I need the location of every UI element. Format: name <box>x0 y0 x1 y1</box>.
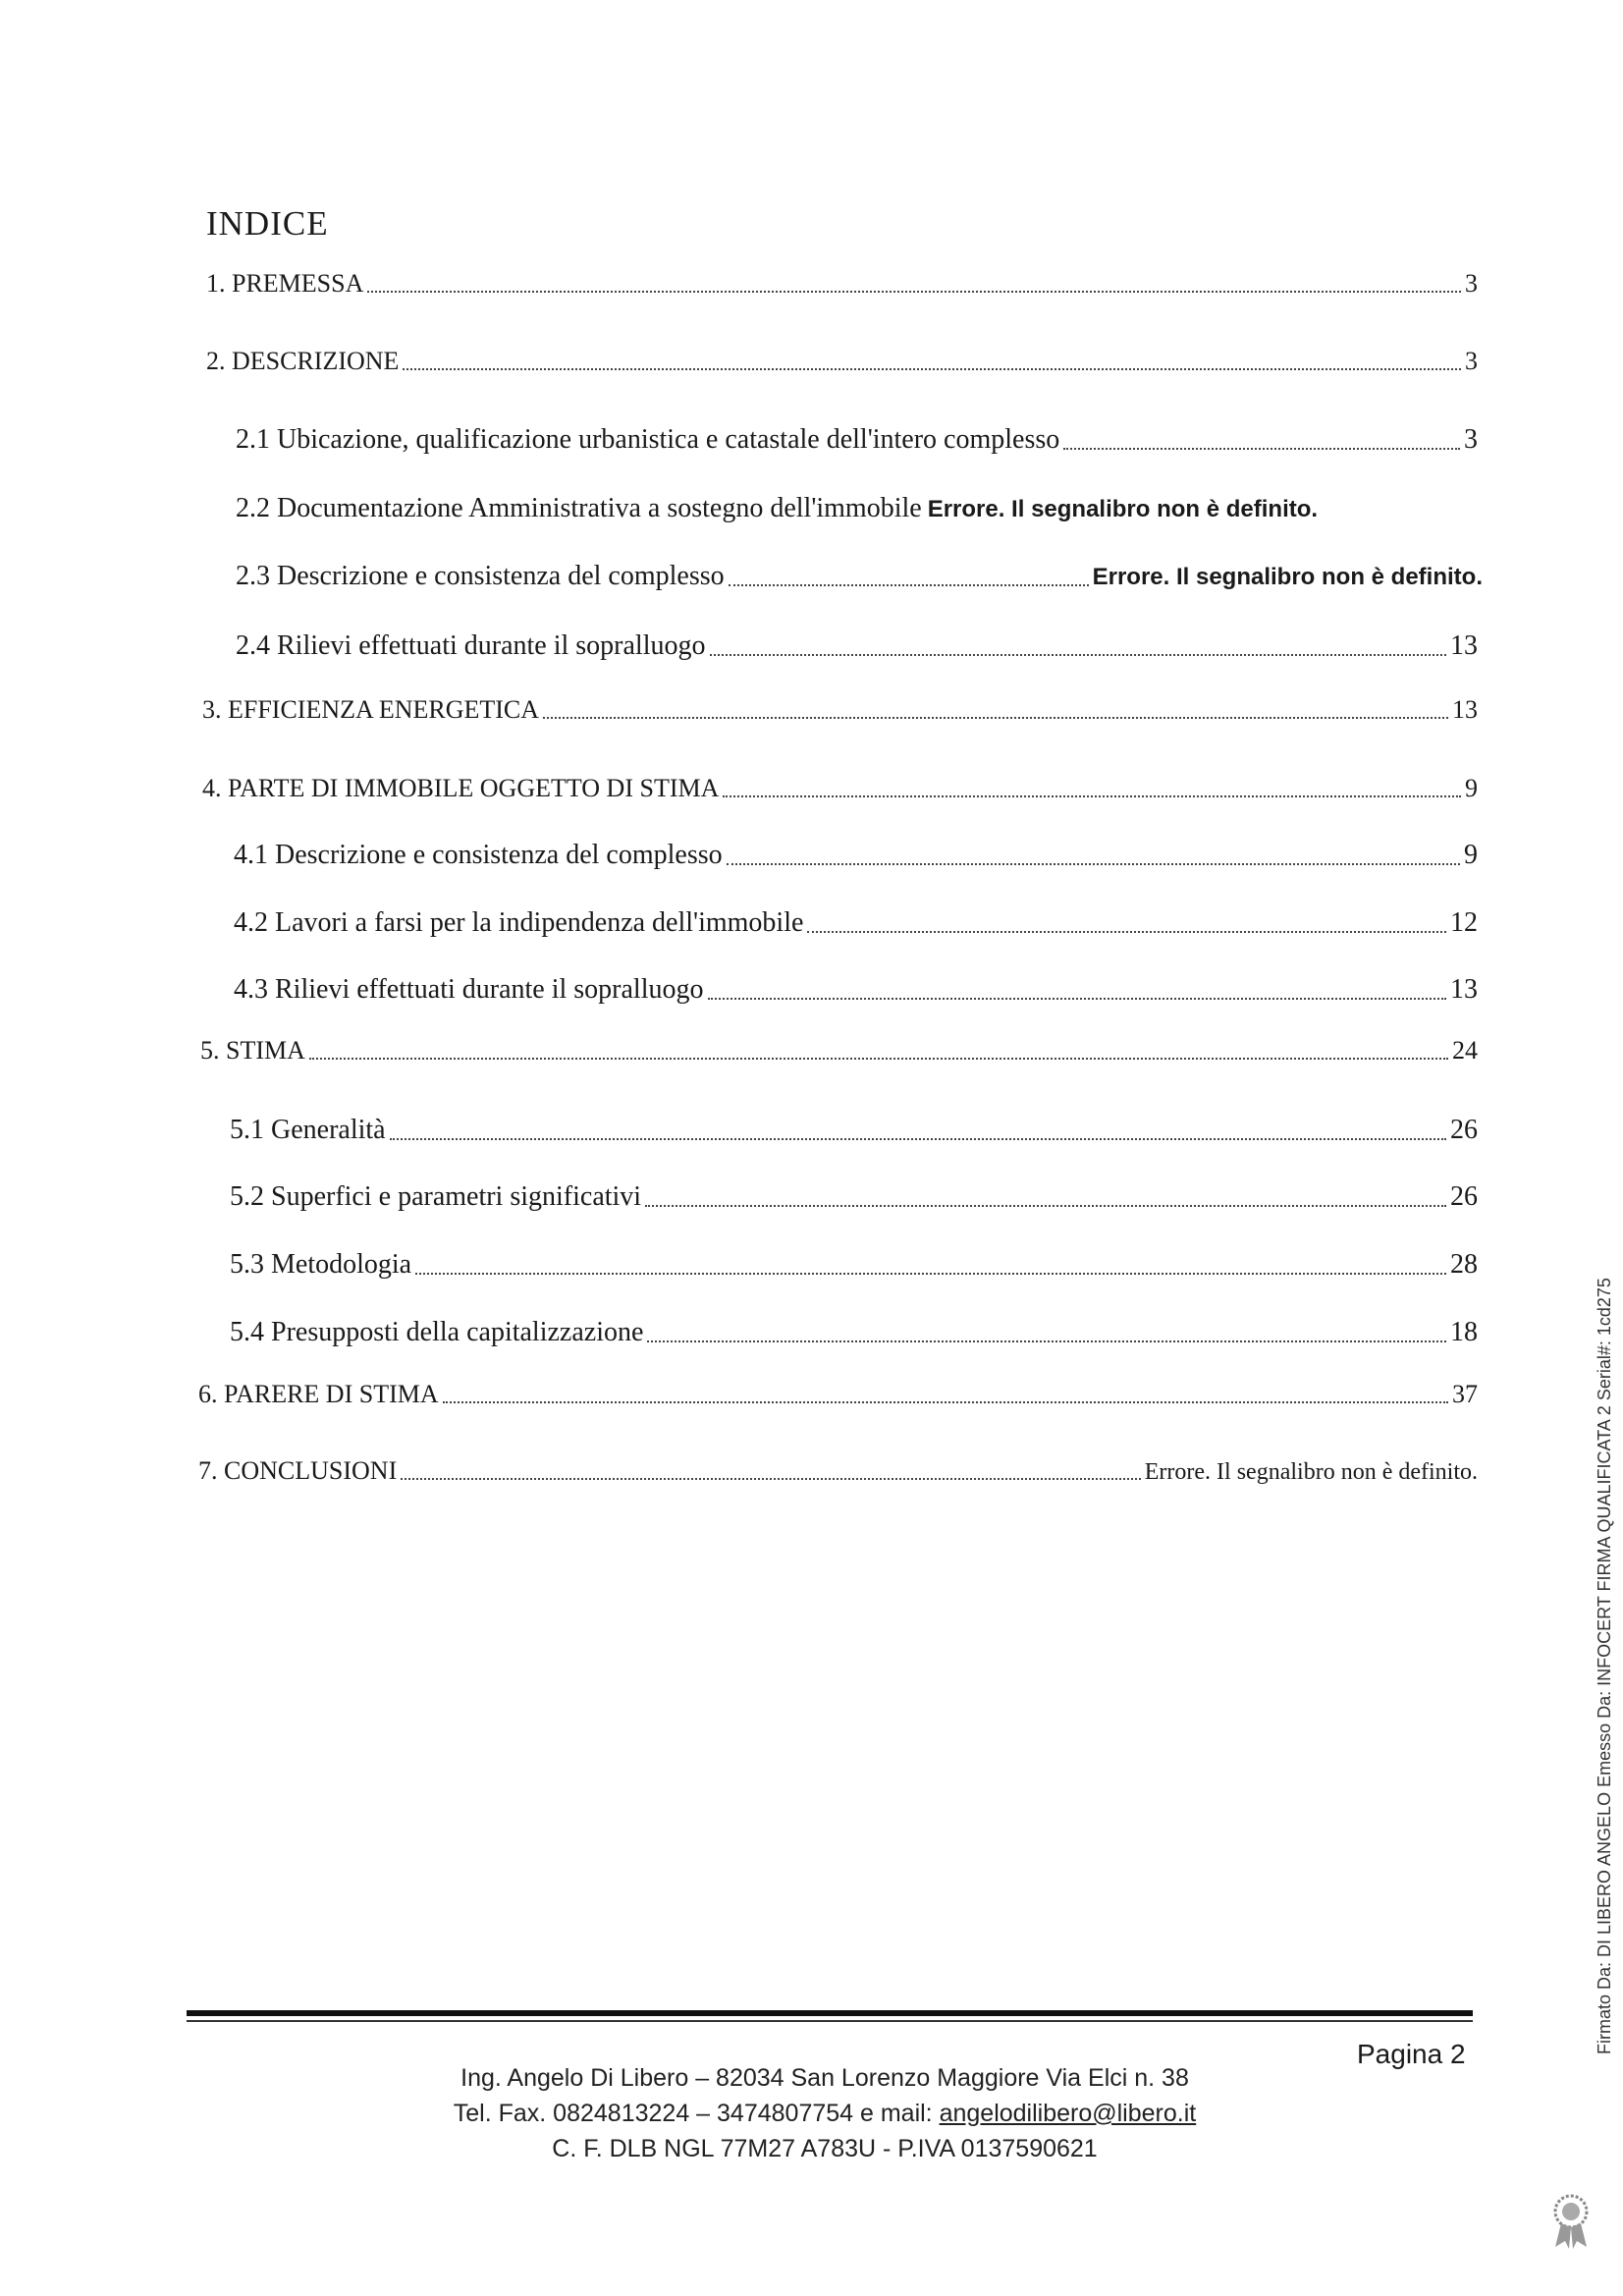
toc-entry[interactable] <box>200 1036 1478 1066</box>
toc-entry-page: 3 <box>1465 269 1478 298</box>
toc-leader <box>645 1205 1446 1207</box>
toc-entry-page: 37 <box>1452 1380 1478 1408</box>
toc-entry-page: 13 <box>1452 695 1478 724</box>
toc-entry-page: 3 <box>1465 347 1478 375</box>
toc-entry[interactable] <box>202 695 1478 725</box>
footer-rule-thin <box>187 2020 1473 2022</box>
toc-entry-label: 7. CONCLUSIONI <box>198 1456 398 1485</box>
toc-entry-label: 4.2 Lavori a farsi per la indipendenza dell'immobile <box>234 907 804 938</box>
toc-entry[interactable] <box>236 630 1478 662</box>
toc-entry-page: Errore. Il segnalibro non è definito. <box>1092 564 1483 590</box>
toc-leader <box>723 795 1461 797</box>
toc-leader <box>390 1138 1446 1140</box>
toc-entry-label: 5. STIMA <box>200 1036 305 1065</box>
toc-leader <box>807 931 1446 933</box>
toc-entry-page: 9 <box>1464 840 1478 870</box>
toc-entry-page: 24 <box>1452 1036 1478 1065</box>
toc-entry-page: 18 <box>1450 1317 1478 1347</box>
toc-leader <box>403 368 1461 370</box>
toc-entry[interactable] <box>230 1249 1478 1281</box>
toc-entry-label: 1. PREMESSA <box>206 269 364 298</box>
toc-entry[interactable] <box>236 424 1478 456</box>
toc-entry-page: 13 <box>1450 630 1478 661</box>
toc-leader <box>729 584 1089 586</box>
toc-entry-label: 5.3 Metodologia <box>230 1249 412 1280</box>
toc-leader <box>647 1340 1446 1342</box>
digital-signature-text: Firmato Da: DI LIBERO ANGELO Emesso Da: INFOCERT FIRMA QUALIFICATA 2 Serial#: 1cd275 <box>1595 1278 1614 2054</box>
toc-entry-page: 3 <box>1464 424 1478 455</box>
toc-entry-page: 28 <box>1450 1249 1478 1280</box>
footer-contact <box>373 2060 1276 2166</box>
toc-entry-label: 3. EFFICIENZA ENERGETICA <box>202 695 540 724</box>
toc-entry[interactable] <box>198 1380 1478 1409</box>
toc-entry-page: Errore. Il segnalibro non è definito. <box>1144 1459 1478 1485</box>
footer-phone-email <box>373 2096 1276 2131</box>
toc-leader <box>727 863 1460 865</box>
footer-email-link[interactable]: angelodilibero@libero.it <box>939 2100 1197 2127</box>
toc-entry[interactable] <box>230 1317 1478 1348</box>
toc-entry-label: 5.2 Superfici e parametri significativi <box>230 1181 642 1212</box>
page-number: Pagina 2 <box>1357 2039 1466 2069</box>
toc-leader <box>543 717 1448 719</box>
toc-entry-label: 4.1 Descrizione e consistenza del complesso <box>234 840 723 870</box>
toc-entry-page: 26 <box>1450 1115 1478 1145</box>
toc-entry[interactable] <box>198 1456 1478 1486</box>
toc-entry-label: 6. PARERE DI STIMA <box>198 1380 439 1408</box>
toc-entry[interactable] <box>234 907 1478 939</box>
toc-entry-page: 9 <box>1465 774 1478 802</box>
toc-entry[interactable] <box>230 1181 1478 1213</box>
page-title: INDICE <box>206 204 329 243</box>
toc-leader <box>708 998 1447 1000</box>
toc-entry-page: 26 <box>1450 1181 1478 1212</box>
toc-entry-label: 2.2 Documentazione Amministrativa a sostegno dell'immobile <box>236 493 922 523</box>
toc-entry[interactable] <box>206 269 1478 299</box>
toc-entry-label: 2. DESCRIZIONE <box>206 347 400 375</box>
toc-leader <box>367 291 1461 293</box>
toc-entry-label: 5.4 Presupposti della capitalizzazione <box>230 1317 644 1347</box>
toc-entry[interactable] <box>234 840 1478 871</box>
footer-tax-id: C. F. DLB NGL 77M27 A783U - P.IVA 0137590621 <box>552 2135 1098 2162</box>
toc-entry[interactable] <box>234 974 1478 1006</box>
toc-entry-page: Errore. Il segnalibro non è definito. <box>927 496 1319 522</box>
footer-address: Ing. Angelo Di Libero – 82034 San Lorenzo Maggiore Via Elci n. 38 <box>460 2064 1189 2092</box>
toc-entry-label: 4. PARTE DI IMMOBILE OGGETTO DI STIMA <box>202 774 720 802</box>
toc-leader <box>1063 448 1460 450</box>
toc-entry[interactable] <box>206 347 1478 376</box>
footer-phone: Tel. Fax. 0824813224 – 3474807754 e mail: <box>453 2100 940 2127</box>
toc-entry-label: 5.1 Generalità <box>230 1115 386 1145</box>
seal-icon <box>1540 2188 1602 2251</box>
toc-entry-label: 2.3 Descrizione e consistenza del complesso <box>236 561 725 591</box>
toc-entry-label: 2.1 Ubicazione, qualificazione urbanistica e catastale dell'intero complesso <box>236 424 1060 455</box>
toc-entry-label: 4.3 Rilievi effettuati durante il sopralluogo <box>234 974 704 1005</box>
toc-entry-page: 12 <box>1450 907 1478 938</box>
toc-entry[interactable] <box>236 493 1483 524</box>
toc-leader <box>309 1058 1448 1060</box>
toc-leader <box>415 1273 1446 1275</box>
toc-entry-page: 13 <box>1450 974 1478 1005</box>
toc-leader <box>401 1478 1141 1480</box>
toc-leader <box>710 654 1447 656</box>
toc-entry[interactable] <box>230 1115 1478 1146</box>
footer-rule <box>187 2010 1473 2016</box>
toc-entry[interactable] <box>236 561 1483 592</box>
toc-entry-label: 2.4 Rilievi effettuati durante il sopralluogo <box>236 630 706 661</box>
toc-leader <box>443 1401 1448 1403</box>
toc-entry[interactable] <box>202 774 1478 803</box>
